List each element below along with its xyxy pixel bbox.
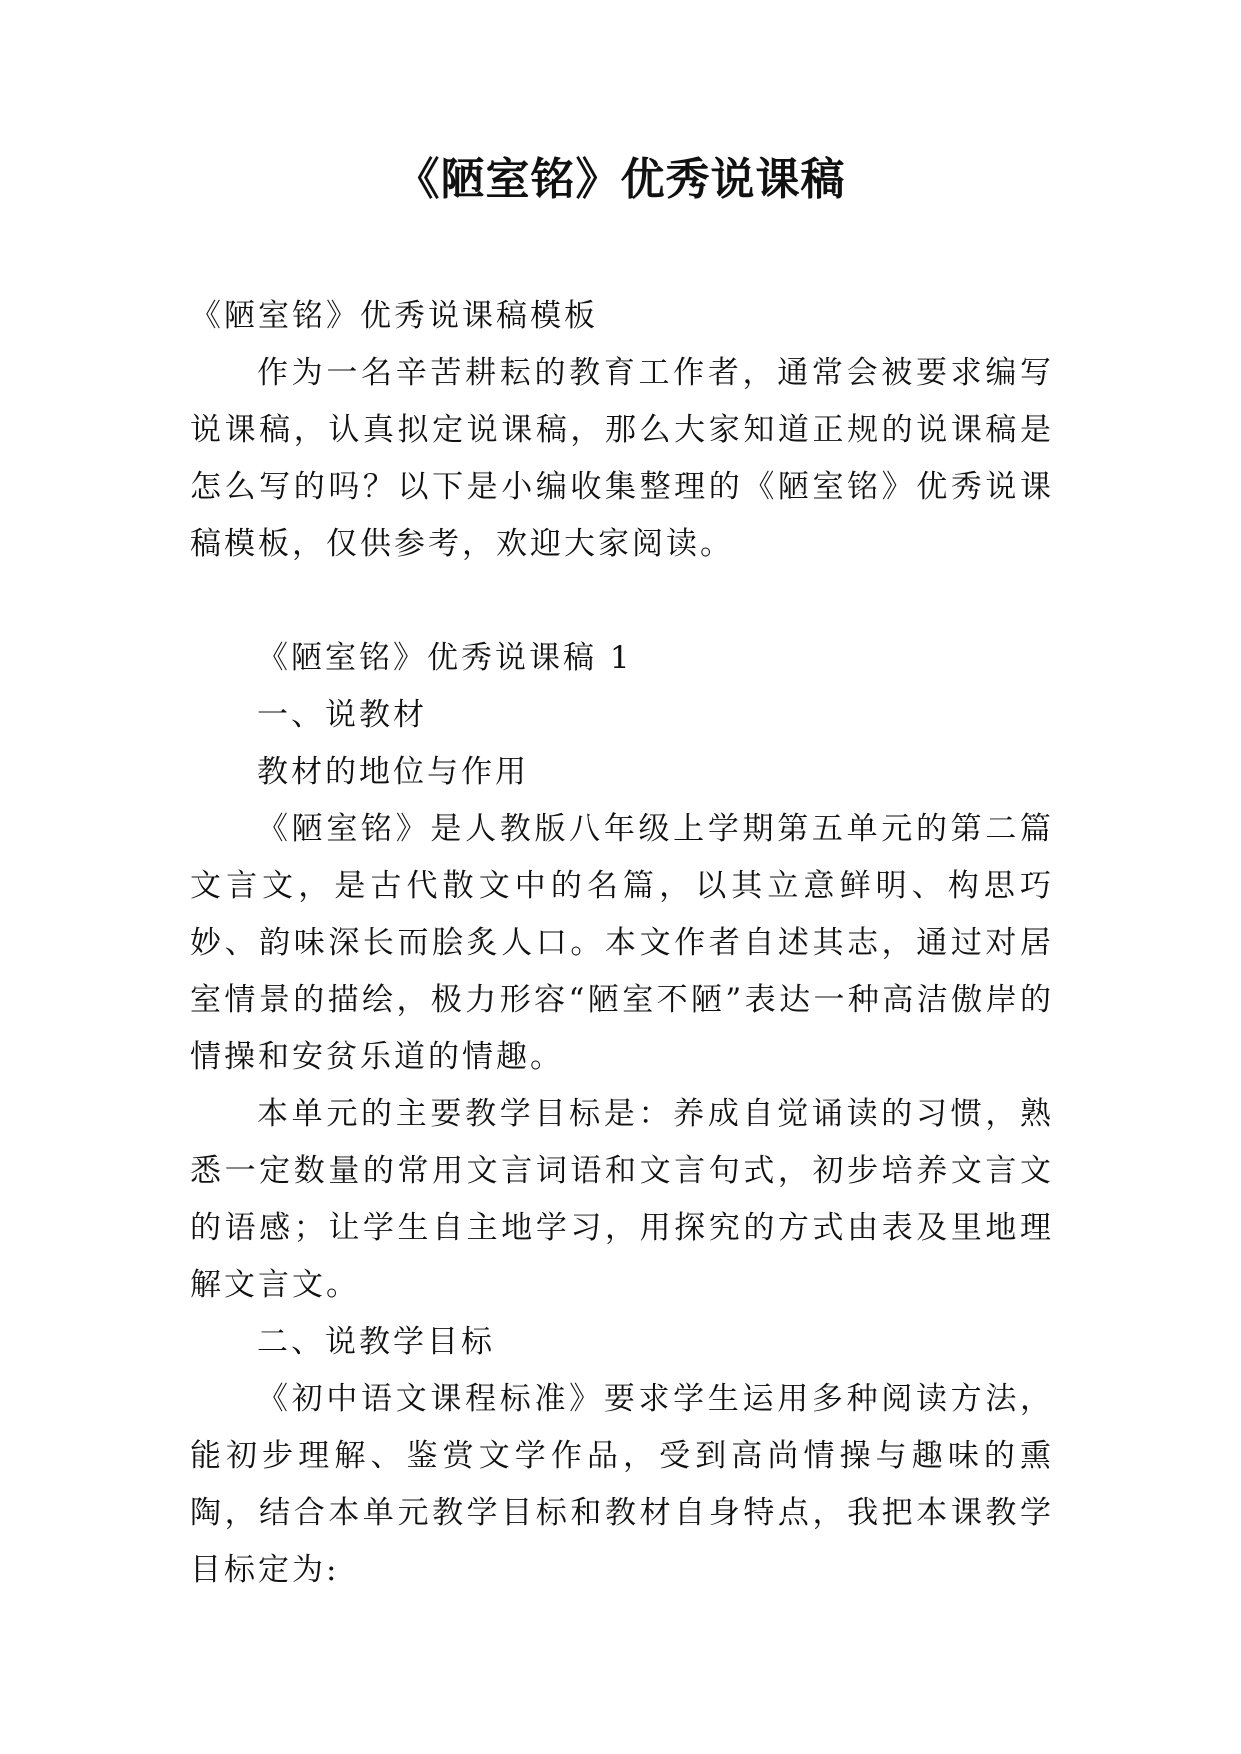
subtitle-paragraph: 《陋室铭》优秀说课稿模板 (190, 298, 598, 334)
body-paragraph: 《初中语文课程标准》要求学生运用多种阅读方法，能初步理解、鉴赏文学作品，受到高尚情操与趣味的熏陶，结合本单元教学目标和教材自身特点，我把本课教学目标定为: (190, 1381, 1054, 1588)
section-heading: 一、说教材 (257, 697, 427, 733)
document-title: 《陋室铭》优秀说课稿 (395, 154, 846, 205)
body-paragraph: 《陋室铭》是人教版八年级上学期第五单元的第二篇文言文，是古代散文中的名篇，以其立意鲜明、构思巧妙、韵味深长而脍炙人口。本文作者自述其志，通过对居室情景的描绘，极力形容“陋室不陋”表达一种高洁傲岸的情操和安贫乐道的情趣。 (190, 811, 1054, 1075)
paragraph-gap (190, 573, 1054, 630)
subsection-heading: 教材的地位与作用 (257, 754, 529, 790)
body-paragraph: 本单元的主要教学目标是：养成自觉诵读的习惯，熟悉一定数量的常用文言词语和文言句式，初步培养文言文的语感；让学生自主地学习，用探究的方式由表及里地理解文言文。 (190, 1096, 1054, 1303)
document-body (190, 288, 1054, 1599)
intro-paragraph: 作为一名辛苦耕耘的教育工作者，通常会被要求编写说课稿，认真拟定说课稿，那么大家知道正规的说课稿是怎么写的吗？以下是小编收集整理的《陋室铭》优秀说课稿模板，仅供参考，欢迎大家阅读。 (190, 355, 1054, 562)
section-heading: 《陋室铭》优秀说课稿 1 (257, 640, 633, 676)
section-heading: 二、说教学目标 (257, 1324, 495, 1360)
